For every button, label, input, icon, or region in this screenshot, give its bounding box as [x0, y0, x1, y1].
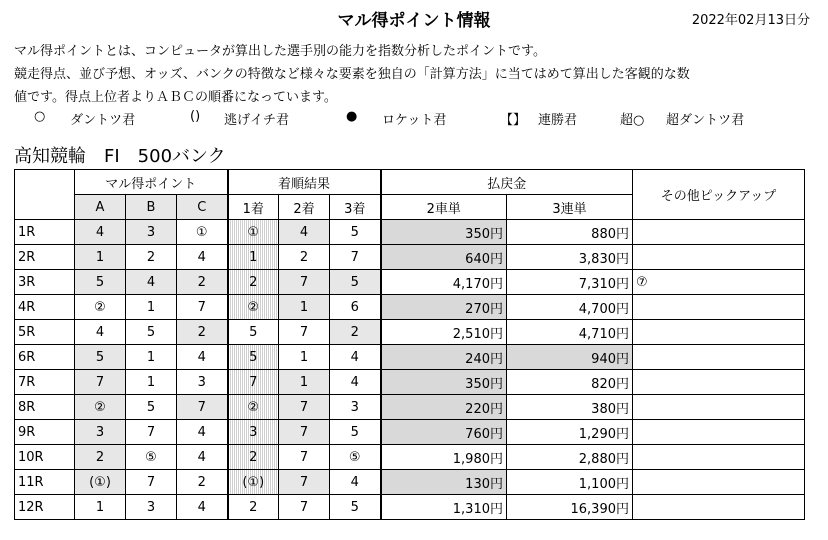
other-pickup-cell	[633, 370, 805, 395]
first-place-cell: ②	[228, 395, 279, 420]
second-place-cell: 4	[279, 220, 330, 245]
race-cell: 7R	[15, 370, 75, 395]
third-place-cell: 4	[330, 345, 381, 370]
second-place-cell: 2	[279, 245, 330, 270]
legend-label-rocket: ロケット君	[382, 113, 447, 128]
col-second-header: 2着	[279, 195, 330, 220]
point-a-cell: 3	[75, 420, 126, 445]
race-header	[15, 170, 75, 220]
first-place-cell: 2	[228, 270, 279, 295]
second-place-cell: 7	[279, 420, 330, 445]
other-pickup-cell: ⑦	[633, 270, 805, 295]
third-place-cell: 4	[330, 370, 381, 395]
third-place-cell: 4	[330, 470, 381, 495]
page-title: マル得ポイント情報	[337, 11, 491, 31]
race-cell: 1R	[15, 220, 75, 245]
point-a-cell: ②	[75, 295, 126, 320]
first-place-cell: 5	[228, 345, 279, 370]
first-place-cell: 7	[228, 370, 279, 395]
nisha-payout-cell: 130円	[381, 470, 507, 495]
second-place-cell: 7	[279, 495, 330, 520]
sanren-payout-cell: 940円	[507, 345, 633, 370]
table-row	[15, 445, 805, 470]
col-sanren-header: 3連単	[507, 195, 633, 220]
sanren-payout-cell: 3,830円	[507, 245, 633, 270]
point-a-cell: 1	[75, 495, 126, 520]
table-row	[15, 495, 805, 520]
point-c-cell: 4	[177, 420, 228, 445]
point-b-cell: 7	[126, 470, 177, 495]
legend-label-nigeichi: 逃げイチ君	[224, 113, 290, 128]
nisha-payout-cell: 240円	[381, 345, 507, 370]
point-c-cell: 4	[177, 495, 228, 520]
point-c-cell: ①	[177, 220, 228, 245]
point-b-cell: 7	[126, 420, 177, 445]
point-b-cell: 1	[126, 295, 177, 320]
third-place-cell: 3	[330, 395, 381, 420]
point-c-cell: 4	[177, 345, 228, 370]
col-a-header: A	[75, 195, 126, 220]
second-place-cell: 7	[279, 445, 330, 470]
third-place-cell: 5	[330, 420, 381, 445]
point-b-cell: 5	[126, 395, 177, 420]
sanren-payout-cell: 16,390円	[507, 495, 633, 520]
race-cell: 6R	[15, 345, 75, 370]
description-line: マル得ポイントとは、コンピュータが算出した選手別の能力を指数分析したポイントです。	[14, 44, 546, 59]
other-pickup-cell	[633, 470, 805, 495]
payout-header: 払戻金	[381, 170, 633, 195]
third-place-cell: 5	[330, 495, 381, 520]
table-row	[15, 220, 805, 245]
legend-symbol-dantotsu: ○	[34, 109, 46, 124]
table-row	[15, 420, 805, 445]
nisha-payout-cell: 2,510円	[381, 320, 507, 345]
point-b-cell: 4	[126, 270, 177, 295]
col-third-header: 3着	[330, 195, 381, 220]
first-place-cell: ①	[228, 220, 279, 245]
table-row	[15, 320, 805, 345]
legend-symbol-super-dantotsu: 超○	[620, 113, 645, 128]
third-place-cell: 6	[330, 295, 381, 320]
point-a-cell: 2	[75, 445, 126, 470]
result-header: 着順結果	[228, 170, 381, 195]
sanren-payout-cell: 1,290円	[507, 420, 633, 445]
point-a-cell: 5	[75, 345, 126, 370]
race-cell: 9R	[15, 420, 75, 445]
point-c-cell: 2	[177, 470, 228, 495]
second-place-cell: 1	[279, 345, 330, 370]
sanren-payout-cell: 2,880円	[507, 445, 633, 470]
table-row	[15, 370, 805, 395]
second-place-cell: 1	[279, 295, 330, 320]
first-place-cell: 5	[228, 320, 279, 345]
race-cell: 3R	[15, 270, 75, 295]
third-place-cell: 5	[330, 270, 381, 295]
nisha-payout-cell: 760円	[381, 420, 507, 445]
nisha-payout-cell: 640円	[381, 245, 507, 270]
col-c-header: C	[177, 195, 228, 220]
other-pickup-cell	[633, 245, 805, 270]
race-cell: 10R	[15, 445, 75, 470]
other-pickup-header: その他ピックアップ	[633, 170, 805, 220]
nisha-payout-cell: 1,980円	[381, 445, 507, 470]
point-c-cell: 2	[177, 320, 228, 345]
second-place-cell: 7	[279, 470, 330, 495]
point-b-cell: 1	[126, 370, 177, 395]
first-place-cell: ②	[228, 295, 279, 320]
points-header: マル得ポイント	[75, 170, 228, 195]
point-c-cell: 4	[177, 245, 228, 270]
report-date: 2022年02月13日分	[691, 13, 810, 28]
other-pickup-cell	[633, 220, 805, 245]
nisha-payout-cell: 350円	[381, 370, 507, 395]
venue-title: 高知競輪 FI 500バンク	[14, 146, 226, 167]
point-c-cell: 7	[177, 395, 228, 420]
sanren-payout-cell: 7,310円	[507, 270, 633, 295]
point-c-cell: 3	[177, 370, 228, 395]
first-place-cell: 2	[228, 445, 279, 470]
point-b-cell: 1	[126, 345, 177, 370]
point-a-cell: 4	[75, 220, 126, 245]
sanren-payout-cell: 820円	[507, 370, 633, 395]
point-c-cell: 2	[177, 270, 228, 295]
race-cell: 2R	[15, 245, 75, 270]
legend-label-super-dantotsu: 超ダントツ君	[666, 113, 745, 128]
first-place-cell: 2	[228, 495, 279, 520]
other-pickup-cell	[633, 495, 805, 520]
col-b-header: B	[126, 195, 177, 220]
legend-label-dantotsu: ダントツ君	[70, 113, 136, 128]
sanren-payout-cell: 380円	[507, 395, 633, 420]
legend-label-renshou: 連勝君	[538, 113, 578, 128]
race-cell: 12R	[15, 495, 75, 520]
legend-symbol-renshou: 【】	[500, 113, 527, 128]
table-row	[15, 295, 805, 320]
sanren-payout-cell: 1,100円	[507, 470, 633, 495]
race-cell: 8R	[15, 395, 75, 420]
second-place-cell: 7	[279, 395, 330, 420]
third-place-cell: 2	[330, 320, 381, 345]
point-b-cell: 3	[126, 495, 177, 520]
nisha-payout-cell: 1,310円	[381, 495, 507, 520]
table-row	[15, 395, 805, 420]
other-pickup-cell	[633, 420, 805, 445]
point-b-cell: 5	[126, 320, 177, 345]
point-a-cell: 4	[75, 320, 126, 345]
second-place-cell: 1	[279, 370, 330, 395]
point-a-cell: 7	[75, 370, 126, 395]
results-table	[14, 169, 805, 520]
first-place-cell: 3	[228, 420, 279, 445]
legend-symbol-nigeichi: ()	[190, 109, 201, 124]
description-line: 値です。得点上位者よりＡＢＣの順番になっています。	[14, 90, 337, 105]
legend	[34, 109, 814, 129]
third-place-cell: ⑤	[330, 445, 381, 470]
point-b-cell: ⑤	[126, 445, 177, 470]
nisha-payout-cell: 350円	[381, 220, 507, 245]
first-place-cell: 1	[228, 245, 279, 270]
results-body	[15, 220, 805, 520]
table-row	[15, 345, 805, 370]
description-line: 競走得点、並び予想、オッズ、バンクの特徴など様々な要素を独自の「計算方法」に当てはめて算出した客観的な数	[14, 67, 690, 82]
legend-symbol-rocket: ●	[346, 109, 358, 124]
third-place-cell: 5	[330, 220, 381, 245]
table-row	[15, 470, 805, 495]
race-cell: 4R	[15, 295, 75, 320]
point-b-cell: 2	[126, 245, 177, 270]
point-c-cell: 4	[177, 445, 228, 470]
nisha-payout-cell: 220円	[381, 395, 507, 420]
point-a-cell: 5	[75, 270, 126, 295]
nisha-payout-cell: 270円	[381, 295, 507, 320]
sanren-payout-cell: 4,710円	[507, 320, 633, 345]
table-row	[15, 245, 805, 270]
point-a-cell: 1	[75, 245, 126, 270]
col-nisha-header: 2車単	[381, 195, 507, 220]
race-cell: 11R	[15, 470, 75, 495]
second-place-cell: 7	[279, 320, 330, 345]
sanren-payout-cell: 880円	[507, 220, 633, 245]
second-place-cell: 7	[279, 270, 330, 295]
point-a-cell: ②	[75, 395, 126, 420]
other-pickup-cell	[633, 320, 805, 345]
description	[14, 40, 814, 109]
point-c-cell: 7	[177, 295, 228, 320]
other-pickup-cell	[633, 345, 805, 370]
col-first-header: 1着	[228, 195, 279, 220]
first-place-cell: (①)	[228, 470, 279, 495]
other-pickup-cell	[633, 295, 805, 320]
point-b-cell: 3	[126, 220, 177, 245]
third-place-cell: 7	[330, 245, 381, 270]
point-a-cell: (①)	[75, 470, 126, 495]
sanren-payout-cell: 4,700円	[507, 295, 633, 320]
race-cell: 5R	[15, 320, 75, 345]
other-pickup-cell	[633, 395, 805, 420]
table-row	[15, 270, 805, 295]
other-pickup-cell	[633, 445, 805, 470]
nisha-payout-cell: 4,170円	[381, 270, 507, 295]
